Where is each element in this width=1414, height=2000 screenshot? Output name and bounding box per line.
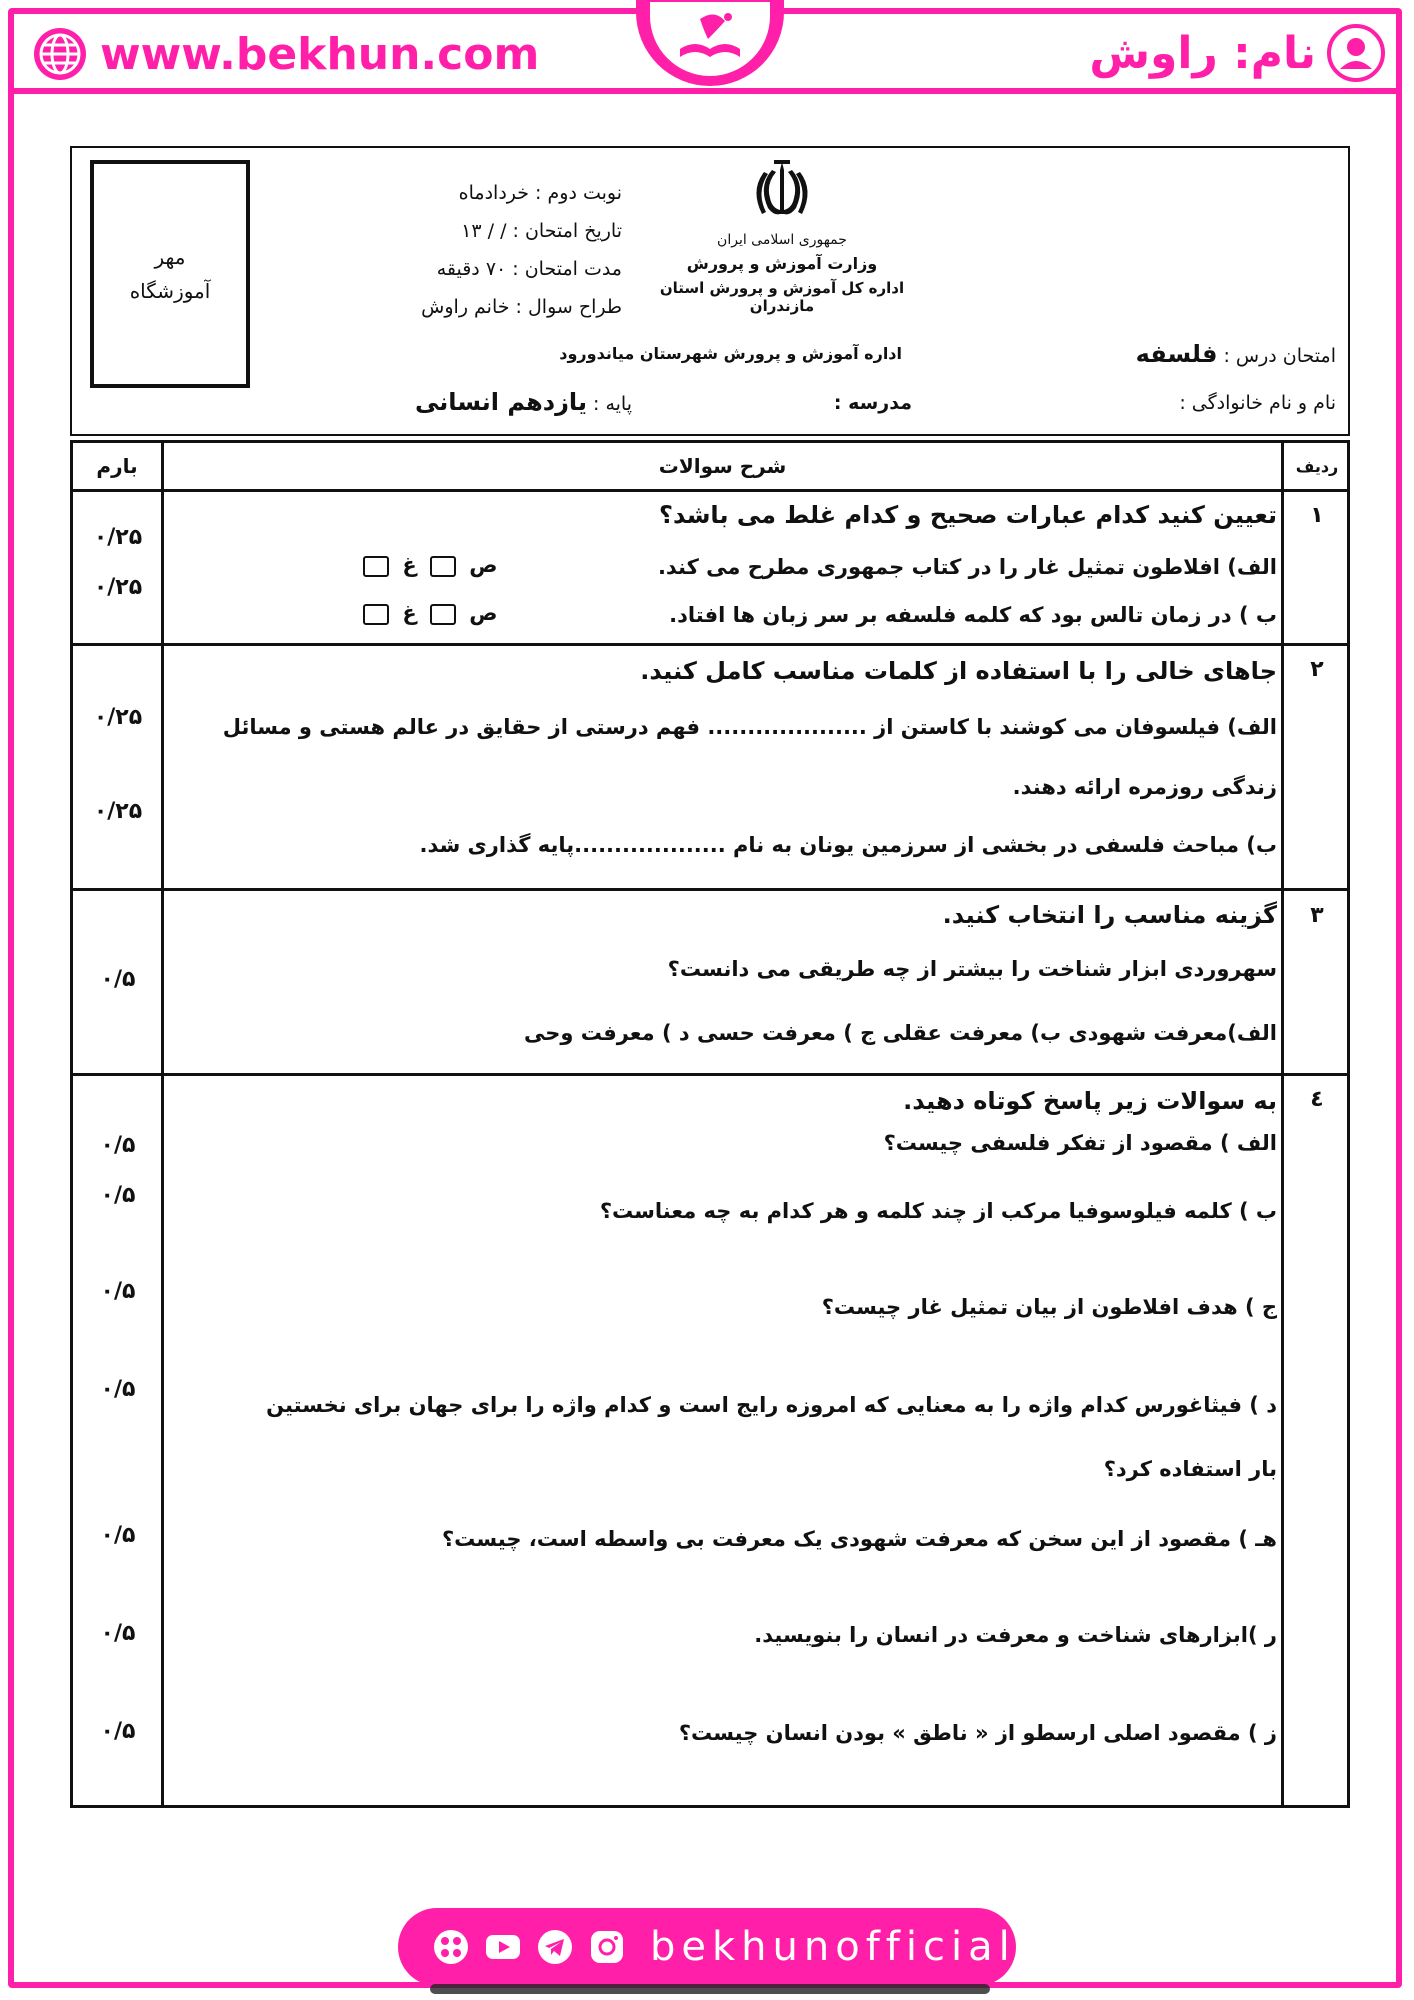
- subject-field: [1136, 340, 1336, 368]
- q4-d-line1: د ) فیثاغورس کدام واژه را به معنایی که امروزه رایج است و کدام واژه را برای جهان برای نخستین: [266, 1393, 1277, 1417]
- q1-b-score: ۰/۲۵: [93, 575, 143, 600]
- q4-content: [167, 1087, 1277, 1787]
- q4-score-7: ۰/۵: [100, 1719, 136, 1744]
- exam-date: تاریخ امتحان : / / ۱۳: [461, 220, 622, 242]
- q4-number: ٤: [1310, 1087, 1324, 1112]
- instagram-icon[interactable]: [588, 1928, 626, 1966]
- q2-title: جاهای خالی را با استفاده از کلمات مناسب کامل کنید.: [640, 657, 1277, 685]
- exam-duration: مدت امتحان : ۷۰ دقیقه: [436, 258, 622, 280]
- exam-designer: طراح سوال : خانم راوش: [421, 296, 622, 318]
- q4-b: ب ) کلمه فیلوسوفیا مرکب از چند کلمه و هر کدام به چه معناست؟: [599, 1199, 1277, 1223]
- false-checkbox[interactable]: [363, 556, 389, 577]
- social-footer: [398, 1908, 1016, 1986]
- subject-label: امتحان درس :: [1223, 345, 1336, 367]
- republic-text: جمهوری اسلامی ایران: [717, 232, 847, 248]
- q3-divider: [73, 1073, 1347, 1076]
- row-column-divider: [1281, 443, 1284, 1805]
- q3-options: الف)معرفت شهودی ب) معرفت عقلی ج ) معرفت حسی د ) معرفت وحی: [524, 1021, 1277, 1045]
- aparat-icon[interactable]: [432, 1928, 470, 1966]
- q1-item-a: الف) افلاطون تمثیل غار را در کتاب جمهوری مطرح می کند.: [657, 555, 1277, 579]
- website-text: www.bekhun.com: [100, 28, 540, 80]
- q3-score: ۰/۵: [100, 967, 136, 992]
- q3-content: [167, 901, 1277, 1071]
- city-office-text: اداره آموزش و پرورش شهرستان میاندورود: [559, 344, 902, 363]
- iran-emblem-icon: [750, 156, 814, 226]
- grade-label: پایه :: [593, 393, 632, 415]
- seal-line-1: مهر: [154, 245, 186, 269]
- q1-item-b: ب ) در زمان تالس بود که کلمه فلسفه بر سر زبان ها افتاد.: [669, 603, 1277, 627]
- q1-title: تعیین کنید کدام عبارات صحیح و کدام غلط می باشد؟: [659, 501, 1277, 529]
- question-header: شرح سوالات: [658, 454, 787, 478]
- ministry-text: وزارت آموزش و پرورش: [686, 254, 878, 273]
- book-logo-icon: [670, 9, 750, 69]
- q4-e: هـ ) مقصود از این سخن که معرفت شهودی یک معرفت بی واسطه است، چیست؟: [441, 1527, 1277, 1551]
- q1-content: [167, 501, 1277, 641]
- subject-value: فلسفه: [1135, 340, 1218, 368]
- score-header: بارم: [96, 454, 138, 478]
- q2-a-line2: زندگی روزمره ارائه دهند.: [1012, 775, 1277, 799]
- footer-shadow: [430, 1984, 990, 1994]
- telegram-icon[interactable]: [536, 1928, 574, 1966]
- exam-header: [70, 146, 1350, 436]
- student-row: [72, 388, 1342, 422]
- globe-icon: [32, 26, 88, 82]
- q1-item-a-choices: [357, 553, 498, 577]
- true-label: ص: [469, 601, 498, 625]
- q3-question: سهروردی ابزار شناخت را بیشتر از چه طریقی می دانست؟: [667, 957, 1277, 981]
- emblem-block: [632, 156, 932, 315]
- student-name-label: نام و نام خانوادگی :: [1179, 392, 1336, 414]
- q2-a-score: ۰/۲۵: [93, 705, 143, 730]
- q1-number: ۱: [1310, 503, 1324, 528]
- author-name-text: نام: راوش: [1089, 27, 1316, 79]
- q4-d-line2: بار استفاده کرد؟: [1103, 1457, 1277, 1481]
- exam-session: نوبت دوم : خردادماه: [458, 182, 622, 204]
- grade-field: [415, 388, 632, 416]
- q1-item-b-choices: [357, 601, 498, 625]
- q4-a: الف ) مقصود از تفکر فلسفی چیست؟: [883, 1131, 1277, 1155]
- true-label: ص: [469, 553, 498, 577]
- q2-b-score: ۰/۲۵: [93, 799, 143, 824]
- q2-b-line: ب) مباحث فلسفی در بخشی از سرزمین یونان به نام ...................پایه گذاری شد.: [419, 833, 1277, 857]
- q2-divider: [73, 888, 1347, 891]
- questions-table: [70, 440, 1350, 1808]
- q4-g: ز ) مقصود اصلی ارسطو از « ناطق » بودن انسان چیست؟: [678, 1721, 1277, 1745]
- q3-number: ۳: [1310, 903, 1324, 928]
- q2-number: ۲: [1310, 657, 1324, 682]
- q4-c: ج ) هدف افلاطون از بیان تمثیل غار چیست؟: [821, 1295, 1277, 1319]
- q4-score-6: ۰/۵: [100, 1621, 136, 1646]
- user-icon: [1326, 23, 1386, 83]
- exam-info: [302, 174, 622, 326]
- q1-a-score: ۰/۲۵: [93, 525, 143, 550]
- seal-line-2: آموزشگاه: [129, 279, 211, 303]
- q4-title: به سوالات زیر پاسخ کوتاه دهید.: [903, 1087, 1277, 1115]
- false-label: غ: [402, 601, 417, 625]
- province-office-text: اداره کل آموزش و پرورش استان مازندران: [659, 279, 905, 315]
- q3-title: گزینه مناسب را انتخاب کنید.: [942, 901, 1277, 929]
- q4-f: ر )ابزارهای شناخت و معرفت در انسان را بنویسید.: [754, 1623, 1277, 1647]
- grade-value: یازدهم انسانی: [415, 388, 587, 416]
- social-handle[interactable]: bekhunofficial: [650, 1924, 1016, 1970]
- q2-a-line1: الف) فیلسوفان می کوشند با کاستن از .................... فهم درستی از حقایق در عالم هستی و مسائل: [222, 715, 1277, 739]
- q4-score-5: ۰/۵: [100, 1523, 136, 1548]
- q4-score-2: ۰/۵: [100, 1183, 136, 1208]
- subject-row: [72, 340, 1342, 374]
- website-link[interactable]: [32, 24, 539, 84]
- true-checkbox[interactable]: [430, 556, 456, 577]
- q4-score-3: ۰/۵: [100, 1279, 136, 1304]
- row-header: ردیف: [1295, 456, 1339, 476]
- q4-score-4: ۰/۵: [100, 1377, 136, 1402]
- true-checkbox[interactable]: [430, 604, 456, 625]
- false-label: غ: [402, 553, 417, 577]
- score-column-divider: [161, 443, 164, 1805]
- author-name: [1089, 22, 1386, 84]
- q1-divider: [73, 643, 1347, 646]
- q4-score-1: ۰/۵: [100, 1133, 136, 1158]
- header-divider: [73, 489, 1347, 492]
- false-checkbox[interactable]: [363, 604, 389, 625]
- school-label: مدرسه :: [833, 392, 912, 414]
- youtube-icon[interactable]: [484, 1928, 522, 1966]
- q2-content: [167, 657, 1277, 887]
